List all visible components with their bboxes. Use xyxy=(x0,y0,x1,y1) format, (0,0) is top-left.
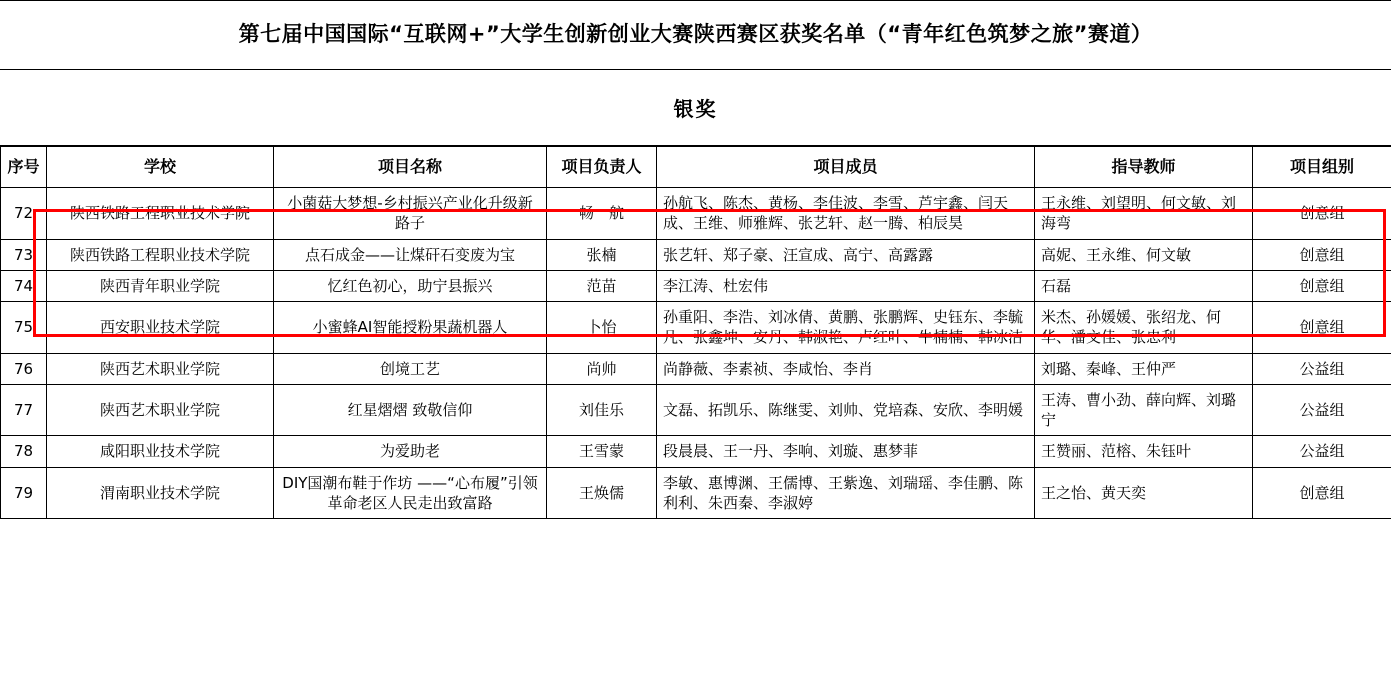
winners-table xyxy=(0,146,1391,519)
cell-members: 李江涛、杜宏伟 xyxy=(657,270,1035,301)
cell-group: 创意组 xyxy=(1253,467,1391,519)
title-block xyxy=(0,0,1391,70)
cell-index: 74 xyxy=(1,270,47,301)
column-header-project: 项目名称 xyxy=(274,147,547,188)
cell-leader: 范苗 xyxy=(547,270,657,301)
table-row xyxy=(1,384,1391,436)
cell-project: 为爱助老 xyxy=(274,436,547,467)
cell-school: 陕西青年职业学院 xyxy=(47,270,274,301)
table-row xyxy=(1,353,1391,384)
cell-teachers: 高妮、王永维、何文敏 xyxy=(1035,239,1253,270)
cell-leader: 张楠 xyxy=(547,239,657,270)
cell-index: 75 xyxy=(1,302,47,354)
cell-members: 李敏、惠博渊、王儒博、王紫逸、刘瑞瑶、李佳鹏、陈利利、朱西秦、李淑婷 xyxy=(657,467,1035,519)
cell-school: 咸阳职业技术学院 xyxy=(47,436,274,467)
cell-teachers: 王涛、曹小劲、薛向辉、刘璐宁 xyxy=(1035,384,1253,436)
cell-project: 红星熠熠 致敬信仰 xyxy=(274,384,547,436)
cell-leader: 尚帅 xyxy=(547,353,657,384)
column-header-group: 项目组别 xyxy=(1253,147,1391,188)
cell-leader: 刘佳乐 xyxy=(547,384,657,436)
column-header-leader: 项目负责人 xyxy=(547,147,657,188)
cell-school: 渭南职业技术学院 xyxy=(47,467,274,519)
column-header-school: 学校 xyxy=(47,147,274,188)
cell-index: 72 xyxy=(1,188,47,240)
cell-teachers: 刘璐、秦峰、王仲严 xyxy=(1035,353,1253,384)
table-row xyxy=(1,302,1391,354)
cell-index: 78 xyxy=(1,436,47,467)
cell-teachers: 王之怡、黄天奕 xyxy=(1035,467,1253,519)
table-row xyxy=(1,436,1391,467)
column-header-teachers: 指导教师 xyxy=(1035,147,1253,188)
cell-teachers: 王赞丽、范榕、朱钰叶 xyxy=(1035,436,1253,467)
cell-project: 小菌菇大梦想-乡村振兴产业化升级新路子 xyxy=(274,188,547,240)
award-section-header xyxy=(0,70,1391,146)
cell-index: 76 xyxy=(1,353,47,384)
cell-index: 77 xyxy=(1,384,47,436)
cell-school: 陕西艺术职业学院 xyxy=(47,353,274,384)
cell-project: 点石成金——让煤矸石变废为宝 xyxy=(274,239,547,270)
table-header-row xyxy=(1,147,1391,188)
cell-school: 西安职业技术学院 xyxy=(47,302,274,354)
table-row xyxy=(1,239,1391,270)
cell-project: DIY国潮布鞋于作坊 ——“心布履”引领革命老区人民走出致富路 xyxy=(274,467,547,519)
table-row xyxy=(1,270,1391,301)
award-label: 银奖 xyxy=(673,97,718,121)
cell-members: 文磊、拓凯乐、陈继雯、刘帅、党培森、安欣、李明媛 xyxy=(657,384,1035,436)
page-title: 第七届中国国际“互联网+”大学生创新创业大赛陕西赛区获奖名单（“青年红色筑梦之旅”赛道） xyxy=(238,22,1153,47)
cell-members: 孙重阳、李浩、刘冰倩、黄鹏、张鹏辉、史钰东、李毓凡、张鑫坤、安丹、韩淑艳、卢红叶、牛楠楠、韩冰洁 xyxy=(657,302,1035,354)
cell-group: 公益组 xyxy=(1253,384,1391,436)
cell-school: 陕西艺术职业学院 xyxy=(47,384,274,436)
cell-teachers: 石磊 xyxy=(1035,270,1253,301)
cell-group: 公益组 xyxy=(1253,353,1391,384)
cell-group: 公益组 xyxy=(1253,436,1391,467)
cell-school: 陕西铁路工程职业技术学院 xyxy=(47,188,274,240)
column-header-index: 序号 xyxy=(1,147,47,188)
cell-group: 创意组 xyxy=(1253,239,1391,270)
cell-leader: 畅一航 xyxy=(547,188,657,240)
cell-group: 创意组 xyxy=(1253,270,1391,301)
cell-project: 忆红色初心，助宁县振兴 xyxy=(274,270,547,301)
cell-school: 陕西铁路工程职业技术学院 xyxy=(47,239,274,270)
cell-leader: 卜怡 xyxy=(547,302,657,354)
cell-teachers: 米杰、孙媛媛、张绍龙、何华、潘文佳、张忠利 xyxy=(1035,302,1253,354)
table-row xyxy=(1,188,1391,240)
cell-members: 张艺轩、郑子豪、汪宣成、高宁、高露露 xyxy=(657,239,1035,270)
cell-members: 孙航飞、陈杰、黄杨、李佳波、李雪、芦宇鑫、闫天成、王维、师雅辉、张艺轩、赵一腾、柏辰昊 xyxy=(657,188,1035,240)
cell-teachers: 王永维、刘望明、何文敏、刘海弯 xyxy=(1035,188,1253,240)
column-header-members: 项目成员 xyxy=(657,147,1035,188)
cell-members: 段晨晨、王一丹、李响、刘璇、惠梦菲 xyxy=(657,436,1035,467)
cell-project: 创境工艺 xyxy=(274,353,547,384)
cell-group: 创意组 xyxy=(1253,302,1391,354)
cell-leader: 王雪蒙 xyxy=(547,436,657,467)
cell-members: 尚静薇、李素祯、李咸怡、李肖 xyxy=(657,353,1035,384)
table-row xyxy=(1,467,1391,519)
cell-group: 创意组 xyxy=(1253,188,1391,240)
cell-index: 73 xyxy=(1,239,47,270)
cell-index: 79 xyxy=(1,467,47,519)
cell-leader: 王焕儒 xyxy=(547,467,657,519)
cell-project: 小蜜蜂AI智能授粉果蔬机器人 xyxy=(274,302,547,354)
